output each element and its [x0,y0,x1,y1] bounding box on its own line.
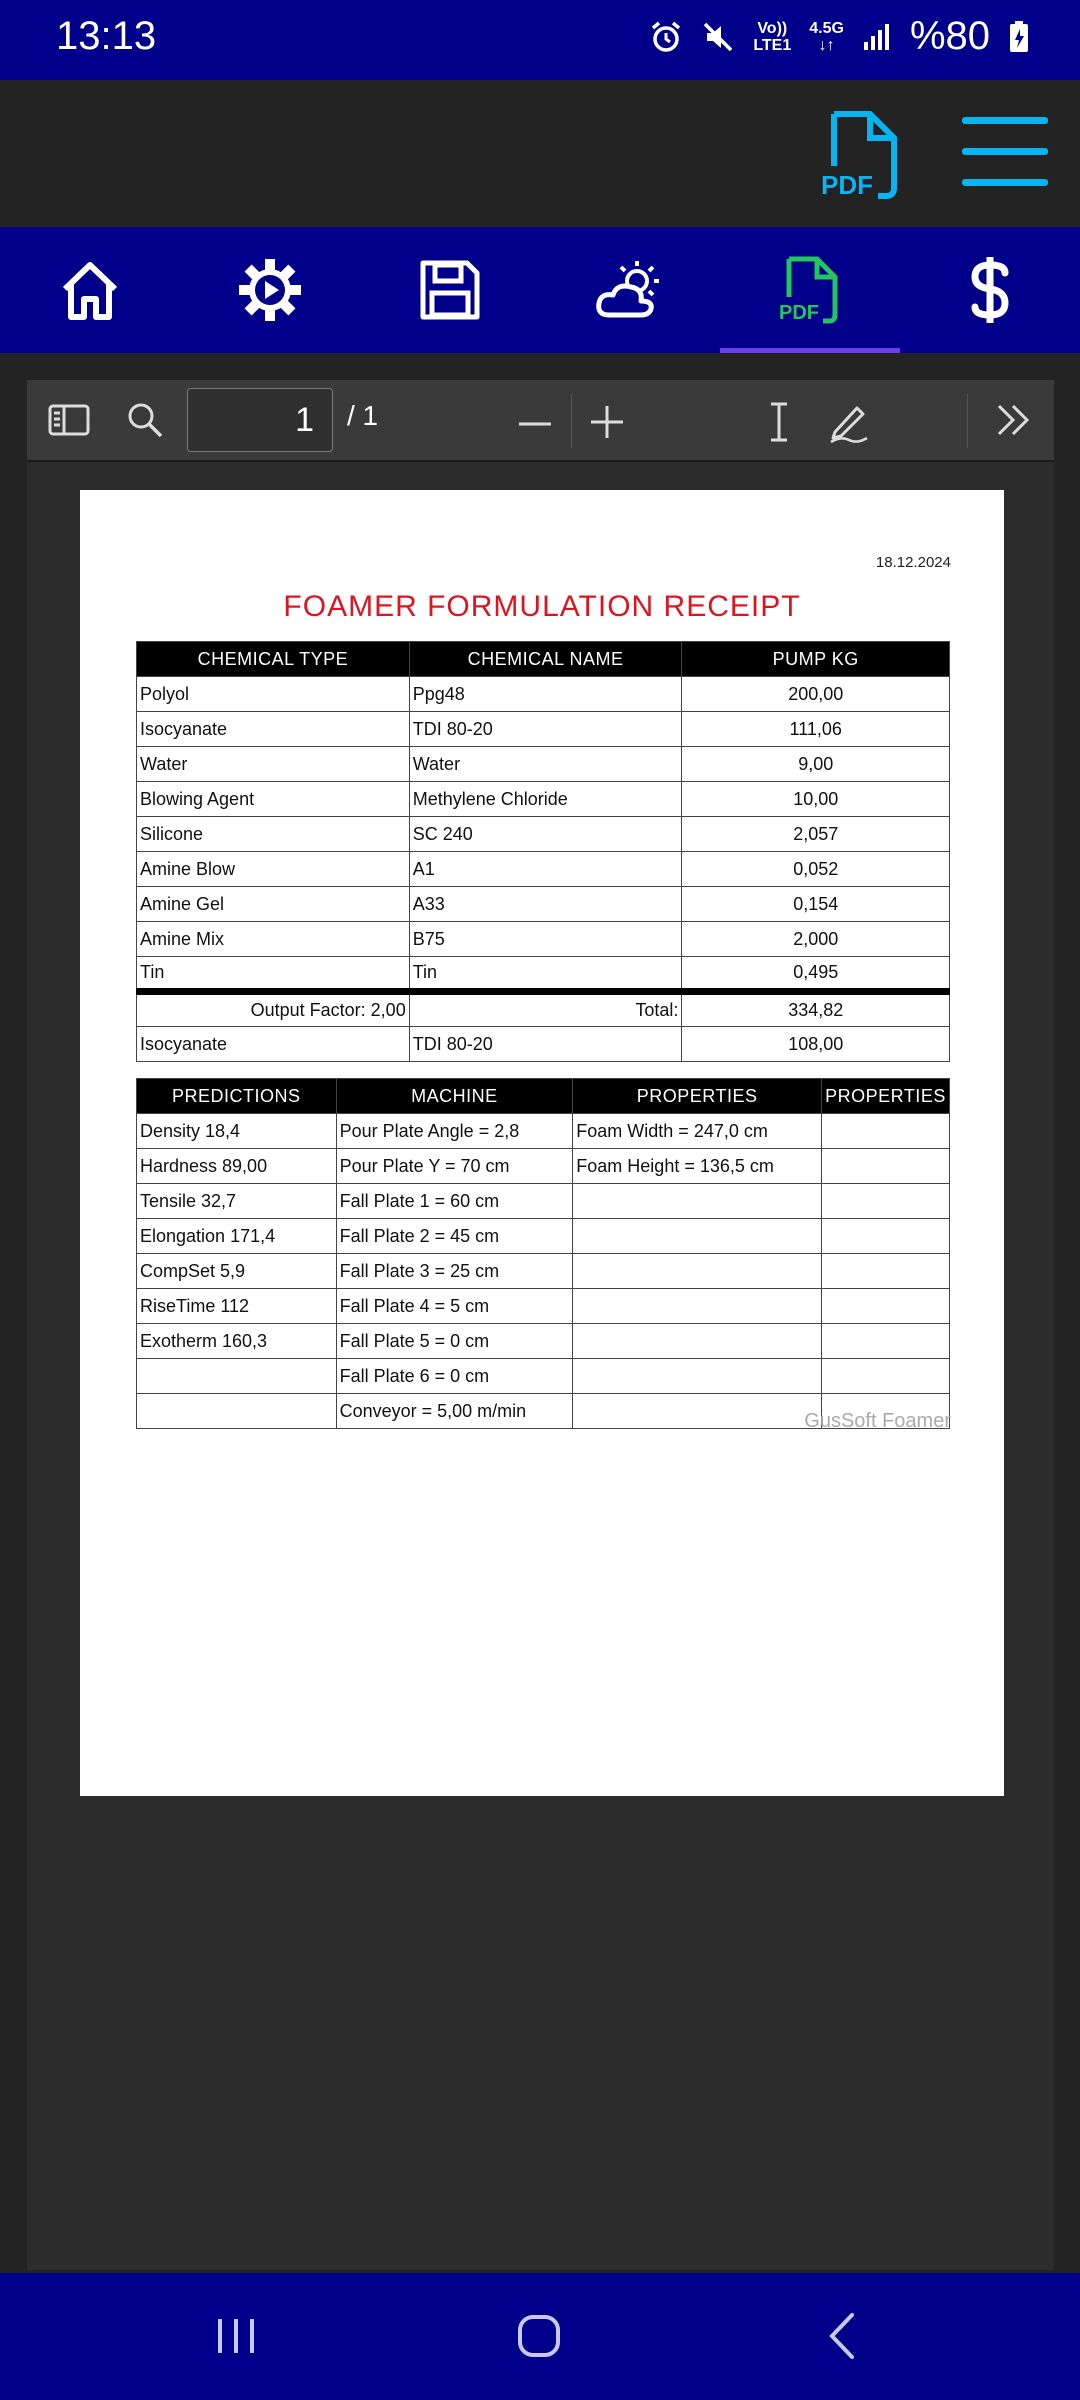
system-nav-bar [0,2273,1080,2400]
battery-icon [1008,20,1030,54]
table-row [137,922,950,957]
table-cell: 200,00 [682,677,950,712]
app-header [0,80,1080,227]
tab-settings[interactable] [180,227,360,353]
table-cell: Amine Gel [137,887,410,922]
table-cell: 10,00 [682,782,950,817]
signal-icon [862,22,892,52]
table-cell: 9,00 [682,747,950,782]
gear-icon [237,257,303,323]
page-total: / 1 [347,400,379,431]
table-header: MACHINE [336,1079,573,1114]
table-cell: 0,052 [682,852,950,887]
predictions-table [136,1078,950,1429]
tab-pdf[interactable] [720,227,900,353]
table-cell [137,1359,337,1394]
table-cell: Isocyanate [137,712,410,747]
table-cell: 108,00 [682,1027,950,1062]
pdf-icon[interactable] [820,110,900,205]
table-cell: A33 [409,887,682,922]
table-row [137,852,950,887]
table-row [137,957,950,992]
table-row [137,677,950,712]
table-row [137,1359,950,1394]
table-cell [821,1184,949,1219]
table-cell: Fall Plate 1 = 60 cm [336,1184,573,1219]
table-cell: Density 18,4 [137,1114,337,1149]
tab-bar [0,227,1080,353]
table-cell [573,1394,822,1429]
table-cell: Fall Plate 5 = 0 cm [336,1324,573,1359]
text-select-icon[interactable] [759,400,799,449]
table-cell: Foam Height = 136,5 cm [573,1149,822,1184]
table-row [137,1114,950,1149]
table-cell: Elongation 171,4 [137,1219,337,1254]
chemical-table [136,641,950,1062]
table-header: CHEMICAL NAME [409,642,682,677]
pdf-viewer [27,380,1054,2270]
sidebar-toggle-icon[interactable] [47,400,91,445]
table-cell: Foam Width = 247,0 cm [573,1114,822,1149]
total-row [137,992,950,1027]
table-cell: Methylene Chloride [409,782,682,817]
table-cell [573,1254,822,1289]
table-cell: Hardness 89,00 [137,1149,337,1184]
mute-icon [701,20,735,54]
table-cell: Amine Mix [137,922,410,957]
table-cell: TDI 80-20 [409,712,682,747]
table-header-row [137,642,950,677]
zoom-out-icon[interactable] [515,400,555,445]
table-cell: Pour Plate Y = 70 cm [336,1149,573,1184]
table-cell: B75 [409,922,682,957]
table-cell [573,1289,822,1324]
table-cell: Fall Plate 4 = 5 cm [336,1289,573,1324]
tab-save[interactable] [360,227,540,353]
table-cell: Pour Plate Angle = 2,8 [336,1114,573,1149]
table-cell [821,1149,949,1184]
table-cell [821,1254,949,1289]
table-cell [573,1219,822,1254]
zoom-in-icon[interactable] [587,400,627,445]
document-date: 18.12.2024 [875,554,951,571]
cloud-sun-icon [595,257,665,323]
table-header: PROPERTIES [821,1079,949,1114]
tab-weather[interactable] [540,227,720,353]
home-icon [57,257,123,323]
viewer-toolbar [27,380,1054,462]
floppy-disk-icon [417,257,483,323]
table-cell: RiseTime 112 [137,1289,337,1324]
table-cell [137,1394,337,1429]
table-cell: Fall Plate 2 = 45 cm [336,1219,573,1254]
svg-text:PDF: PDF [779,302,819,324]
pdf-icon [777,255,843,325]
output-factor: Output Factor: 2,00 [137,992,410,1027]
home-button[interactable] [514,2311,564,2366]
table-cell: Isocyanate [137,1027,410,1062]
back-button[interactable] [820,2311,864,2366]
search-icon[interactable] [125,400,165,445]
table-cell [821,1359,949,1394]
table-row [137,1219,950,1254]
table-cell: A1 [409,852,682,887]
table-row [137,1254,950,1289]
table-row [137,747,950,782]
table-cell [821,1289,949,1324]
table-cell: Amine Blow [137,852,410,887]
table-cell: Conveyor = 5,00 m/min [336,1394,573,1429]
table-row [137,782,950,817]
table-cell: Exotherm 160,3 [137,1324,337,1359]
battery-text: %80 [909,14,990,58]
svg-text:PDF: PDF [821,170,873,200]
table-row [137,1324,950,1359]
table-cell: Fall Plate 3 = 25 cm [336,1254,573,1289]
page-number-input[interactable]: 1 [187,388,333,452]
table-cell [573,1184,822,1219]
table-cell [821,1114,949,1149]
hamburger-menu-icon[interactable] [962,115,1048,194]
table-header-row [137,1079,950,1114]
table-row [137,817,950,852]
network-indicator: Vo)) LTE1 [753,19,792,54]
document-title: FOAMER FORMULATION RECEIPT [283,590,801,623]
table-cell: 2,057 [682,817,950,852]
table-cell [573,1324,822,1359]
table-cell: Tensile 32,7 [137,1184,337,1219]
table-cell: Ppg48 [409,677,682,712]
table-cell: Water [409,747,682,782]
table-header: PUMP KG [682,642,950,677]
more-tools-icon[interactable] [993,400,1033,445]
table-header: PREDICTIONS [137,1079,337,1114]
table-cell [821,1219,949,1254]
table-cell: 111,06 [682,712,950,747]
table-cell: Polyol [137,677,410,712]
alarm-icon [649,20,683,54]
table-cell: Fall Plate 6 = 0 cm [336,1359,573,1394]
table-row [137,1289,950,1324]
table-cell: Blowing Agent [137,782,410,817]
table-cell: CompSet 5,9 [137,1254,337,1289]
table-cell: 0,154 [682,887,950,922]
table-cell: TDI 80-20 [409,1027,682,1062]
recent-apps-button[interactable] [214,2311,258,2366]
status-time: 13:13 [56,14,157,58]
table-header: PROPERTIES [573,1079,822,1114]
pdf-page [80,490,1004,1796]
total-label: Total: [409,992,682,1027]
brand-footer: GusSoft Foamer [804,1410,951,1432]
table-header: CHEMICAL TYPE [137,642,410,677]
isocyanate-row [137,1027,950,1062]
status-icons [649,14,1030,59]
tab-home[interactable] [0,227,180,353]
total-value: 334,82 [682,992,950,1027]
table-cell [821,1324,949,1359]
table-cell: Tin [409,957,682,992]
tab-price[interactable] [900,227,1080,353]
table-cell: Water [137,747,410,782]
table-cell: Silicone [137,817,410,852]
table-row [137,887,950,922]
table-row [137,1149,950,1184]
data-indicator: 4.5G ↓↑ [809,19,844,54]
table-cell: SC 240 [409,817,682,852]
table-cell: 0,495 [682,957,950,992]
table-cell: 2,000 [682,922,950,957]
table-row [137,1184,950,1219]
table-row [137,712,950,747]
status-bar [0,0,1080,80]
annotate-pen-icon[interactable] [827,400,871,449]
table-cell: Tin [137,957,410,992]
dollar-icon [965,255,1015,325]
table-cell [573,1359,822,1394]
